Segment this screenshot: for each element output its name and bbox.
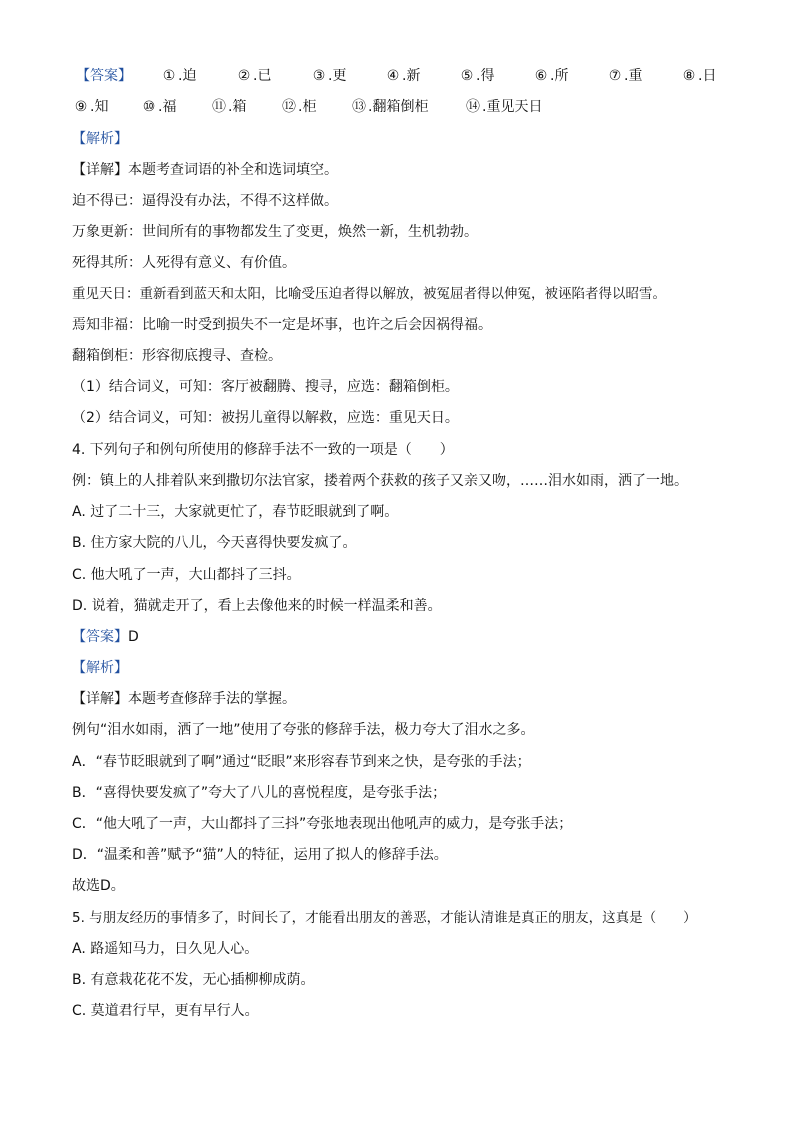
- example-analysis: 例句“泪水如雨，洒了一地”使用了夸张的修辞手法，极力夸大了泪水之多。: [72, 722, 535, 738]
- analysis-label: 【解析】: [72, 660, 128, 676]
- detail-text: 【详解】本题考查词语的补全和选词填空。: [72, 162, 338, 178]
- idiom-definition: 迫不得已：逼得没有办法，不得不这样做。: [72, 193, 338, 209]
- answer-label: 【答案】: [72, 629, 128, 645]
- option-c: C. 莫道君行早，更有早行人。: [72, 1003, 259, 1019]
- analysis-label: 【解析】: [72, 131, 128, 147]
- detail-text: 【详解】本题考查修辞手法的掌握。: [72, 691, 296, 707]
- answer-item: ⑥ .所: [534, 68, 569, 84]
- answer-row-1: [72, 64, 732, 88]
- sub-answer: （1）结合词义，可知：客厅被翻腾、搜寻，应选：翻箱倒柜。: [72, 379, 459, 395]
- answer-item: ⑦ .重: [608, 68, 643, 84]
- answer-item: ⑭ .重见天日: [466, 99, 543, 115]
- question-5: 5. 与朋友经历的事情多了，时间长了，才能看出朋友的善恶，才能认清谁是真正的朋友，这真是（ ）: [72, 910, 697, 926]
- answer-line: [72, 625, 139, 649]
- answer-item: ③ .更: [312, 68, 347, 84]
- answer-item: ⑪ .箱: [212, 99, 247, 115]
- option-a: A. 过了二十三，大家就更忙了，春节眨眼就到了啊。: [72, 504, 399, 520]
- option-b: B. 有意栽花花不发，无心插柳柳成荫。: [72, 972, 315, 988]
- answer-row-2: [72, 95, 732, 119]
- idiom-definition: 死得其所：人死得有意义、有价值。: [72, 255, 296, 271]
- answer-item: ⑩ .福: [142, 99, 177, 115]
- idiom-definition: 万象更新：世间所有的事物都发生了变更，焕然一新，生机勃勃。: [72, 224, 478, 240]
- option-c: C. 他大吼了一声，大山都抖了三抖。: [72, 567, 301, 583]
- option-a: A. 路遥知马力，日久见人心。: [72, 941, 259, 957]
- answer-item: ⑬ .翻箱倒柜: [352, 99, 429, 115]
- answer-item: ① .迫: [162, 68, 197, 84]
- idiom-definition: 焉知非福：比喻一时受到损失不一定是坏事，也许之后会因祸得福。: [72, 317, 492, 333]
- option-b: B. 住方家大院的八儿，今天喜得快要发疯了。: [72, 535, 357, 551]
- answer-item: ⑤ .得: [460, 68, 495, 84]
- question-4-example: 例：镇上的人排着队来到撒切尔法官家，搂着两个获救的孩子又亲又吻，……泪水如雨，洒了一地。: [72, 473, 688, 489]
- question-4: 4. 下列句子和例句所使用的修辞手法不一致的一项是（ ）: [72, 442, 454, 458]
- idiom-definition: 翻箱倒柜：形容彻底搜寻、查检。: [72, 348, 282, 364]
- answer-item: ⑧ .日: [682, 68, 717, 84]
- option-analysis: A．“春节眨眼就到了啊”通过“眨眼”来形容春节到来之快，是夸张的手法；: [72, 754, 531, 770]
- option-d: D. 说着，猫就走开了，看上去像他来的时候一样温柔和善。: [72, 598, 442, 614]
- sub-answer: （2）结合词义，可知：被拐儿童得以解救，应选：重见天日。: [72, 410, 459, 426]
- option-analysis: C．“他大吼了一声，大山都抖了三抖”夸张地表现出他吼声的威力，是夸张手法；: [72, 816, 573, 832]
- option-analysis: B．“喜得快要发疯了”夸大了八儿的喜悦程度，是夸张手法；: [72, 785, 447, 801]
- answer-item: ④ .新: [386, 68, 421, 84]
- option-analysis: D．“温柔和善”赋予“猫”人的特征，运用了拟人的修辞手法。: [72, 847, 448, 863]
- answer-item: ⑨ .知: [74, 99, 109, 115]
- conclusion: 故选D。: [72, 878, 125, 894]
- idiom-definition: 重见天日：重新看到蓝天和太阳，比喻受压迫者得以解放，被冤屈者得以伸冤，被诬陷者得以昭雪。: [72, 286, 666, 302]
- answer-item: ⑫ .柜: [282, 99, 317, 115]
- answer-item: ② .已: [237, 68, 272, 84]
- answer-label: 【答案】: [76, 68, 132, 84]
- answer-value: D: [128, 629, 139, 645]
